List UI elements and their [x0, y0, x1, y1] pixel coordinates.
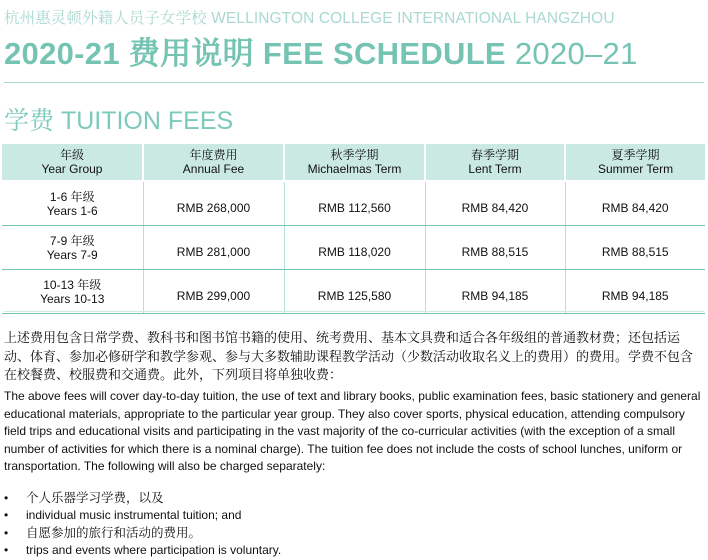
- page-title: [4, 28, 638, 73]
- table-row: [2, 181, 705, 226]
- year-group-en: Years 10-13: [40, 291, 105, 306]
- list-item: [4, 524, 281, 542]
- header-cn: 年级: [59, 148, 84, 162]
- table-row: [2, 270, 705, 314]
- year-group-en: Years 7-9: [46, 247, 98, 262]
- year-group-cn: 1-6 年级: [49, 189, 95, 204]
- header-year-group: [2, 144, 143, 181]
- list-item: [4, 542, 281, 560]
- table-row: [2, 226, 705, 270]
- title-divider: [4, 82, 704, 83]
- section-title-tuition: 学费 TUITION FEES: [4, 107, 234, 135]
- header-annual-fee: [143, 144, 284, 181]
- tuition-fee-table: [2, 144, 705, 314]
- year-group-en: Years 1-6: [46, 203, 98, 218]
- header-cn: 秋季学期: [330, 148, 379, 162]
- year-group-cn: 10-13 年级: [43, 277, 102, 292]
- fee-coverage-paragraph-cn: 上述费用包含日常学费、教科书和图书馆书籍的使用、统考费用、基本文具费和适合各年级组的普通教材费；还包括运动、体育、参加必修研学和教学参观、参与大多数辅助课程教学活动（少数活动收取名义上的费用）的费用。学费不包含在校餐费、校服费和交通费。此外，下列项目将单独收费：: [4, 331, 694, 383]
- summer-fee-cell: RMB 88,515: [565, 226, 705, 270]
- list-item-text: 个人乐器学习学费，以及: [26, 490, 164, 505]
- header-en: Annual Fee: [182, 162, 245, 176]
- list-item-text: individual music instrumental tuition; and: [26, 507, 242, 522]
- header-summer-term: [565, 144, 705, 181]
- annual-fee-cell: RMB 299,000: [143, 270, 284, 314]
- annual-fee-cell: RMB 281,000: [143, 226, 284, 270]
- list-item-text: trips and events where participation is voluntary.: [26, 542, 282, 557]
- list-item: [4, 489, 281, 507]
- year-group-cell: [2, 270, 143, 314]
- header-cn: 春季学期: [470, 148, 519, 162]
- lent-fee-cell: RMB 94,185: [425, 270, 565, 314]
- header-en: Michaelmas Term: [307, 162, 402, 176]
- bullet-icon: •: [4, 542, 9, 557]
- bullet-icon: •: [4, 491, 9, 505]
- year-group-cn: 7-9 年级: [49, 233, 95, 248]
- header-en: Summer Term: [597, 162, 674, 176]
- separate-charges-list: [4, 489, 281, 559]
- lent-fee-cell: RMB 84,420: [425, 181, 565, 226]
- bullet-icon: •: [4, 507, 9, 522]
- header-cn: 夏季学期: [611, 148, 660, 162]
- header-michaelmas-term: [284, 144, 425, 181]
- table-header-row: [2, 144, 705, 181]
- section-divider: [4, 311, 704, 312]
- bullet-icon: •: [4, 526, 9, 540]
- year-group-cell: [2, 181, 143, 226]
- lent-fee-cell: RMB 88,515: [425, 226, 565, 270]
- fee-coverage-paragraph-en: The above fees will cover day-to-day tuition, the use of text and library books, public examination fees, basic stationery and general educational materials, appropriate to the particular year group. They also cover sports, physical education, attending compulsory field trips and educational visits and participating in the vast majority of the co-curricular activities (with the exception of a small number of activities for which there is a nominal charge). The tuition fee does not include the costs of school lunches, uniform or transportation. The following will also be charged separately:: [4, 389, 701, 474]
- list-item: [4, 507, 281, 525]
- header-lent-term: [425, 144, 565, 181]
- year-group-cell: [2, 226, 143, 270]
- annual-fee-cell: RMB 268,000: [143, 181, 284, 226]
- summer-fee-cell: RMB 84,420: [565, 181, 705, 226]
- michaelmas-fee-cell: RMB 118,020: [284, 226, 425, 270]
- list-item-text: 自愿参加的旅行和活动的费用。: [26, 525, 202, 540]
- school-name: 杭州惠灵顿外籍人员子女学校 WELLINGTON COLLEGE INTERNATIONAL HANGZHOU: [4, 10, 615, 27]
- michaelmas-fee-cell: RMB 125,580: [284, 270, 425, 314]
- page-title-bold: 2020-21 费用说明 FEE SCHEDULE: [4, 36, 506, 71]
- michaelmas-fee-cell: RMB 112,560: [284, 181, 425, 226]
- header-en: Year Group: [41, 162, 103, 176]
- summer-fee-cell: RMB 94,185: [565, 270, 705, 314]
- header-en: Lent Term: [468, 162, 522, 176]
- header-cn: 年度费用: [189, 148, 238, 162]
- page-title-year: 2020–21: [514, 36, 638, 71]
